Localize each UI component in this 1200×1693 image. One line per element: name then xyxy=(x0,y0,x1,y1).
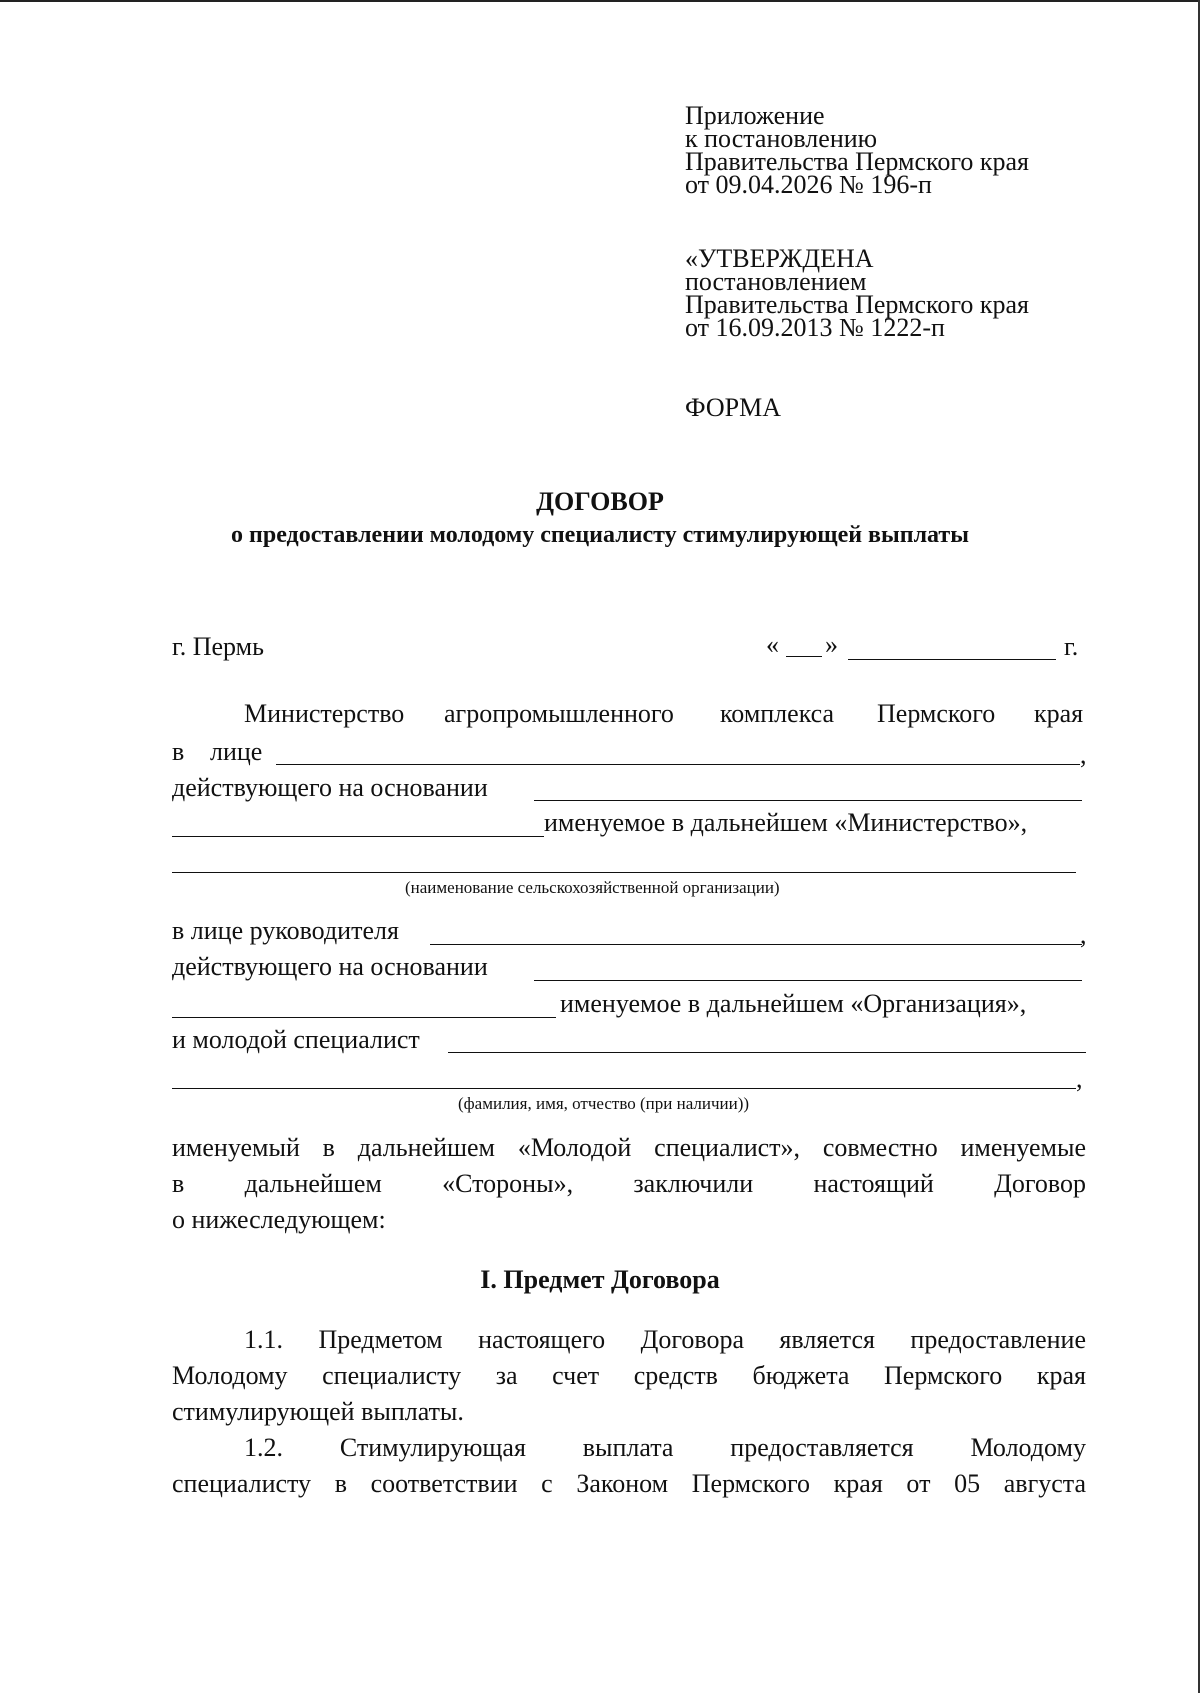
comma: , xyxy=(1080,920,1087,949)
appendix-line: от 09.04.2026 № 196-п xyxy=(685,170,932,199)
approved-line: «УТВЕРЖДЕНА xyxy=(685,244,874,273)
day-blank[interactable] xyxy=(786,656,822,657)
head-person-label: в лице руководителя xyxy=(172,916,399,945)
appendix-line: к постановлению xyxy=(685,124,878,153)
paragraph-line: 1.2. Стимулирующая выплата предоставляется Молодому xyxy=(244,1433,1086,1462)
organization-caption: (наименование сельскохозяйственной организации) xyxy=(405,878,780,897)
appendix-line: Приложение xyxy=(685,101,825,130)
paragraph-line: 1.1. Предметом настоящего Договора является предоставление xyxy=(244,1325,1086,1354)
city: г. Пермь xyxy=(172,632,264,661)
preamble xyxy=(172,1130,1086,1238)
fio-caption: (фамилия, имя, отчество (при наличии)) xyxy=(458,1094,750,1113)
representative-blank[interactable] xyxy=(276,764,1080,765)
paragraph-line: Молодому специалисту за счет средств бюджета Пермского края xyxy=(172,1361,1086,1390)
form-label: ФОРМА xyxy=(685,393,781,422)
document-subtitle: о предоставлении молодому специалисту стимулирующей выплаты xyxy=(231,522,969,548)
preamble-line: в дальнейшем «Стороны», заключили настоящий Договор xyxy=(172,1169,1086,1198)
approved-line: от 16.09.2013 № 1222-п xyxy=(685,313,945,342)
preamble-line: о нижеследующем: xyxy=(172,1205,386,1234)
basis-continuation-blank-2[interactable] xyxy=(172,1017,556,1018)
paragraph-line: специалисту в соответствии с Законом Пермского края от 05 августа xyxy=(172,1469,1086,1498)
basis-blank[interactable] xyxy=(534,800,1082,801)
preamble-line: именуемый в дальнейшем «Молодой специалист», совместно именуемые xyxy=(172,1133,1086,1162)
young-specialist-label: и молодой специалист xyxy=(172,1025,420,1054)
approved-line: постановлением xyxy=(685,267,867,296)
in-person-word: лице xyxy=(210,737,263,766)
basis-continuation-blank[interactable] xyxy=(172,836,544,837)
year-suffix: г. xyxy=(1064,632,1079,661)
comma: , xyxy=(1080,740,1087,769)
fio-blank[interactable] xyxy=(172,1088,1076,1089)
section-heading: I. Предмет Договора xyxy=(480,1265,720,1294)
ministry-word: комплекса xyxy=(720,699,835,728)
date-close-quote: » xyxy=(825,630,838,659)
young-specialist-blank[interactable] xyxy=(448,1052,1086,1053)
appendix-block xyxy=(685,101,1105,199)
approved-block xyxy=(685,244,1105,342)
appendix-line: Правительства Пермского края xyxy=(685,147,1029,176)
date-open-quote: « xyxy=(766,630,779,659)
ministry-word: края xyxy=(1034,699,1084,728)
organization-named-text: именуемое в дальнейшем «Организация», xyxy=(560,989,1027,1018)
head-blank[interactable] xyxy=(430,944,1082,945)
ministry-named-text: именуемое в дальнейшем «Министерство», xyxy=(544,808,1028,837)
comma: , xyxy=(1076,1064,1083,1093)
month-year-blank[interactable] xyxy=(848,659,1056,660)
paragraph-line: стимулирующей выплаты. xyxy=(172,1397,464,1426)
basis-blank-2[interactable] xyxy=(534,980,1082,981)
organization-blank[interactable] xyxy=(172,872,1076,873)
document-title: ДОГОВОР xyxy=(536,487,664,516)
approved-line: Правительства Пермского края xyxy=(685,290,1029,319)
in-person-word: в xyxy=(172,737,185,766)
scan-edge-top xyxy=(0,0,1200,2)
ministry-word: Министерство xyxy=(244,699,405,728)
ministry-word: агропромышленного xyxy=(444,699,674,728)
acting-basis-label: действующего на основании xyxy=(172,773,488,802)
ministry-word: Пермского xyxy=(877,699,996,728)
section-body xyxy=(172,1322,1086,1502)
acting-basis-label-2: действующего на основании xyxy=(172,952,488,981)
